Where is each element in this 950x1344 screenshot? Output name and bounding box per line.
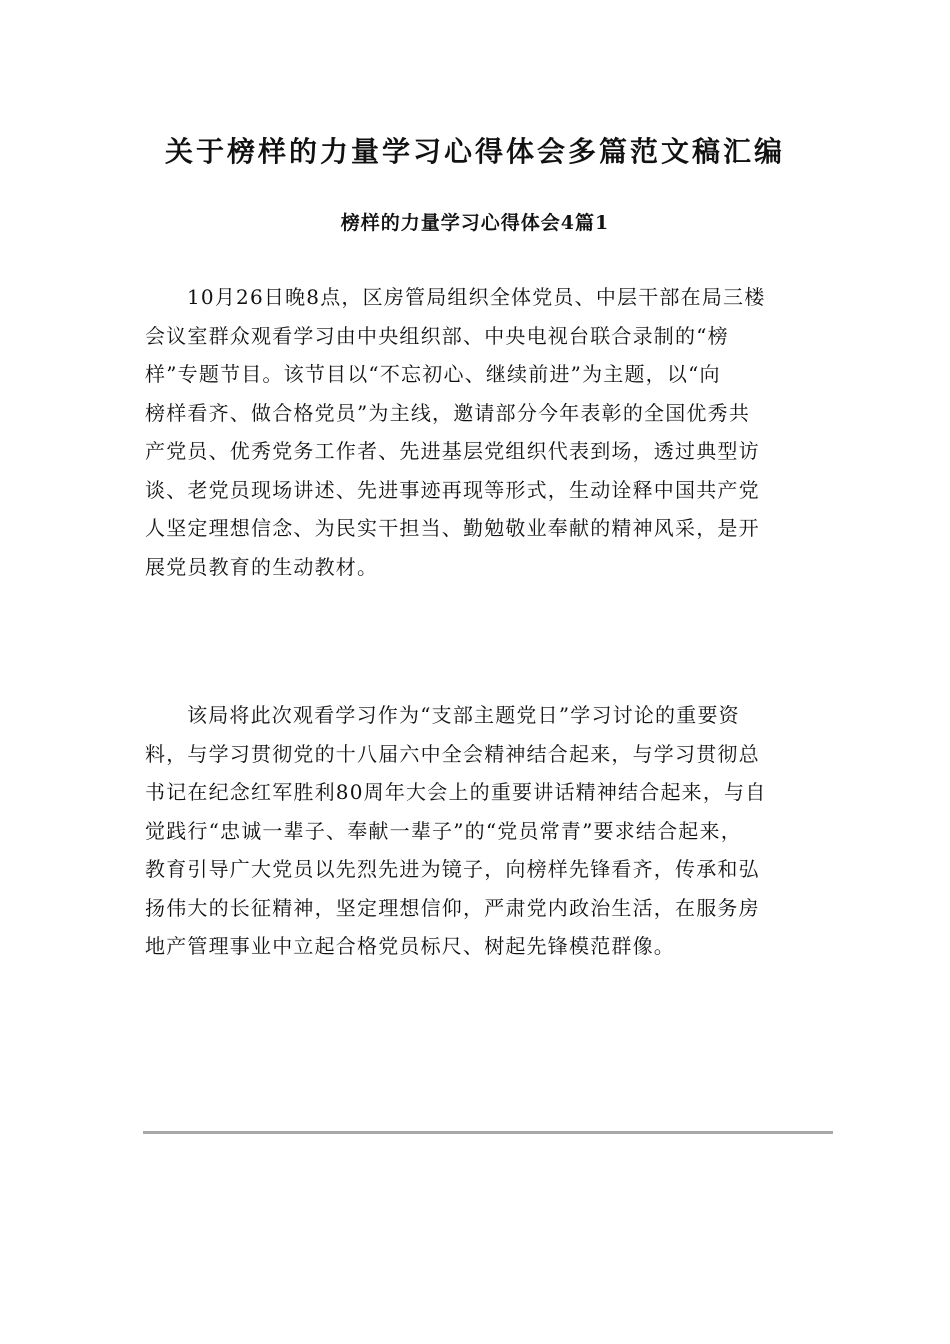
paragraph-line: 会议室群众观看学习由中央组织部、中央电视台联合录制的“榜 — [145, 323, 729, 348]
paragraph-line: 产党员、优秀党务工作者、先进基层党组织代表到场，透过典型访 — [145, 439, 760, 463]
paragraph-line: 扬伟大的长征精神，坚定理想信仰，严肃党内政治生活，在服务房 — [145, 895, 760, 920]
paragraph-line: 样”专题节目。该节目以“不忘初心、继续前进”为主题，以“向 — [145, 362, 721, 386]
paragraph-line: 该局将此次观看学习作为“支部主题党日”学习讨论的重要资 — [187, 703, 740, 727]
paragraph-line: 榜样看齐、做合格党员”为主线，邀请部分今年表彰的全国优秀共 — [145, 400, 751, 425]
paragraph-line: 地产管理事业中立起合格党员标尺、树起先锋模范群像。 — [145, 934, 675, 958]
document-title: 关于榜样的力量学习心得体会多篇范文稿汇编 — [164, 135, 785, 168]
body-paragraph-2 — [145, 696, 807, 966]
section-title: 榜样的力量学习心得体会4篇1 — [340, 212, 610, 234]
paragraph-line: 10月26日晚8点，区房管局组织全体党员、中层干部在局三楼 — [187, 285, 766, 309]
body-paragraph-1 — [145, 278, 807, 586]
paragraph-line: 觉践行“忠诚一辈子、奉献一辈子”的“党员常青”要求结合起来， — [145, 818, 742, 843]
footer-divider — [143, 1131, 833, 1134]
paragraph-line: 展党员教育的生动教材。 — [145, 554, 379, 579]
paragraph-line: 料，与学习贯彻党的十八届六中全会精神结合起来，与学习贯彻总 — [145, 741, 760, 766]
paragraph-line: 谈、老党员现场讲述、先进事迹再现等形式，生动诠释中国共产党 — [145, 477, 760, 502]
paragraph-line: 人坚定理想信念、为民实干担当、勤勉敬业奉献的精神风采，是开 — [145, 516, 760, 540]
paragraph-line: 书记在纪念红军胜利80周年大会上的重要讲话精神结合起来，与自 — [145, 780, 767, 804]
paragraph-line: 教育引导广大党员以先烈先进为镜子，向榜样先锋看齐，传承和弘 — [145, 857, 760, 881]
